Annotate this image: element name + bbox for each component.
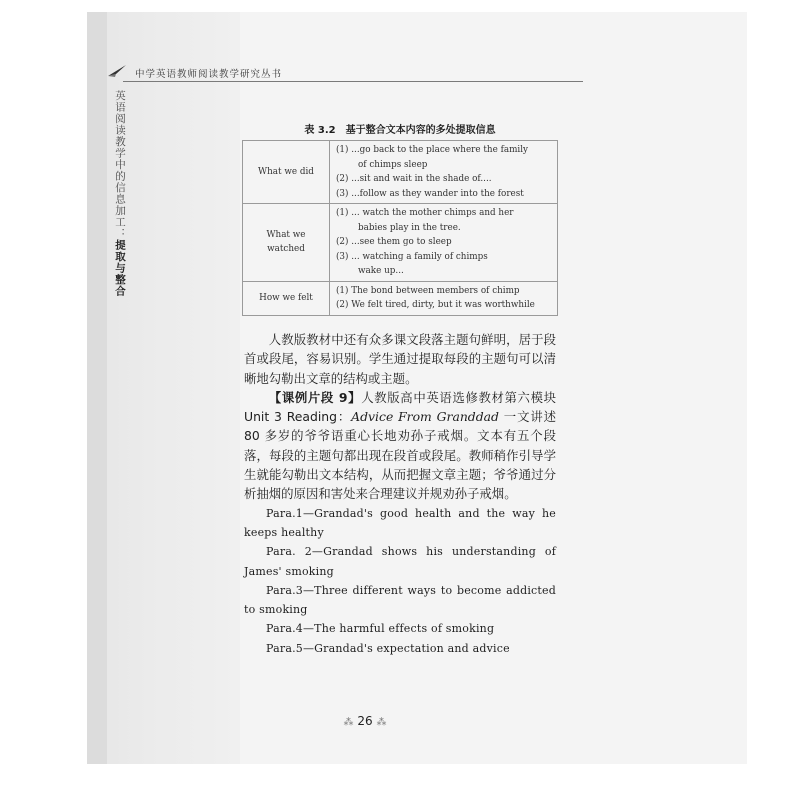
list-item: (2) We felt tired, dirty, but it was worthwhile bbox=[336, 300, 535, 310]
table-row bbox=[243, 281, 558, 315]
list-item: (2) ...sit and wait in the shade of.... bbox=[336, 174, 492, 184]
list-item: (3) ...follow as they wander into the forest bbox=[336, 188, 524, 199]
spine-title-separator: ： bbox=[114, 228, 126, 240]
table-caption: 表 3.2 基于整合文本内容的多处提取信息 bbox=[304, 125, 496, 136]
para-summary-1: Para.1—Grandad's good health and the way he keeps healthy bbox=[244, 506, 556, 539]
para-summary-2: Para. 2—Grandad shows his understanding of James' smoking bbox=[244, 545, 556, 578]
page-number: ⁂ 26 ⁂ bbox=[343, 714, 387, 728]
table-row bbox=[243, 141, 558, 204]
para-summary-3: Para.3—Three different ways to become addicted to smoking bbox=[244, 583, 556, 617]
spine-title-main: 英语阅读教学中的信息加工 bbox=[114, 90, 126, 228]
series-title: 中学英语教师阅读教学研究丛书 bbox=[135, 69, 283, 80]
row-label: What we did bbox=[243, 141, 330, 204]
series-header bbox=[107, 62, 587, 86]
list-item: (1) ... watch the mother chimps and her babies play in the tree. bbox=[336, 208, 514, 233]
row-items bbox=[330, 204, 558, 282]
list-item: (1) The bond between members of chimp bbox=[336, 285, 520, 296]
list-item: (2) ...see them go to sleep bbox=[336, 237, 452, 247]
ornament-right-icon: ⁂ bbox=[376, 717, 387, 728]
row-label: How we felt bbox=[243, 281, 330, 315]
para-summary-5: Para.5—Grandad's expectation and advice bbox=[266, 641, 510, 655]
ornament-left-icon: ⁂ bbox=[343, 717, 354, 728]
row-label: What we watched bbox=[243, 204, 330, 282]
info-table bbox=[242, 140, 558, 316]
lesson-title: Advice From Granddad bbox=[351, 409, 499, 425]
page-gutter-shade bbox=[87, 12, 240, 764]
row-items bbox=[330, 281, 558, 315]
case-label: 【课例片段 9】 bbox=[268, 389, 362, 405]
row-items bbox=[330, 141, 558, 204]
list-item: (3) ... watching a family of chimps wake up... bbox=[336, 251, 488, 276]
body-text bbox=[244, 330, 556, 658]
paragraph-case: 【课例片段 9】人教版高中英语选修教材第六模块 Unit 3 Reading：Advice From Granddad 一文讲述 80 多岁的爷爷语重心长地劝孙子戒烟。文本有五个段落，每段的主题句都出现在段首或段尾。教师稍作引导学生就能勾勒出文本结构，从而把握文章主题；爷爷通过分析抽烟的原因和害处来合理建议并规劝孙子戒烟。 bbox=[244, 389, 557, 502]
para-summary-4: Para.4—The harmful effects of smoking bbox=[266, 622, 495, 636]
header-rule bbox=[123, 81, 583, 82]
page-gutter-edge bbox=[87, 12, 107, 764]
spine-title-bold: 提取与整合 bbox=[114, 239, 126, 297]
paper-plane-icon bbox=[107, 64, 127, 78]
table-row bbox=[243, 204, 558, 282]
paragraph-intro: 人教版教材中还有众多课文段落主题句鲜明，居于段首或段尾，容易识别。学生通过提取每段的主题句可以清晰地勾勒出文章的结构或主题。 bbox=[244, 332, 556, 386]
spine-title bbox=[112, 90, 128, 297]
list-item: (1) ...go back to the place where the family of chimps sleep bbox=[336, 145, 529, 170]
